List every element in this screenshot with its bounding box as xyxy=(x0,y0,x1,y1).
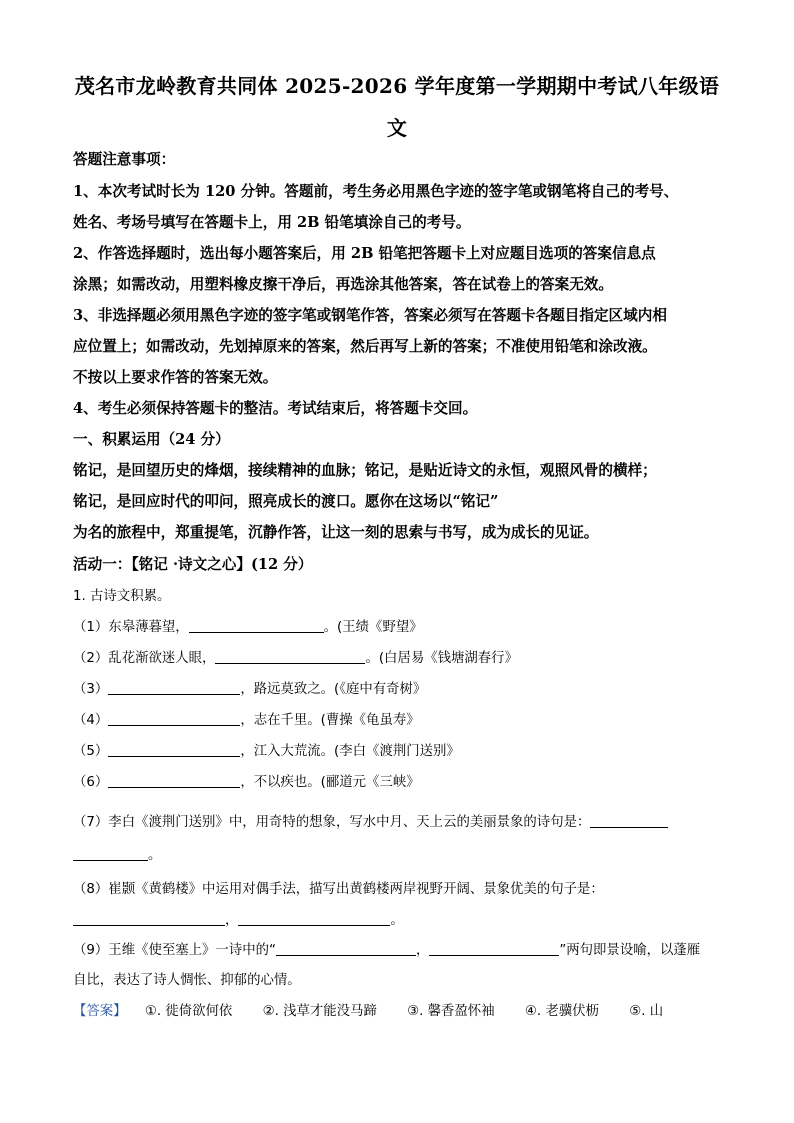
notice-line-2: 姓名、考场号填写在答题卡上，用 2B 铅笔填涂自己的考号。 xyxy=(73,214,471,231)
notice-line-3: 2、作答选择题时，选出每小题答案后，用 2B 铅笔把答题卡上对应题目选项的答案信息点 xyxy=(73,245,656,262)
question-1-item-1 xyxy=(73,618,733,638)
question-1-item-5 xyxy=(73,742,733,762)
item-prefix: （1）东皋薄暮望， xyxy=(73,620,189,635)
item-suffix: 。(王绩《野望》 xyxy=(323,620,423,635)
item-suffix: ，不以疾也。(郦道元《三峡》 xyxy=(240,775,420,790)
section-intro-1: 铭记，是回望历史的烽烟，接续精神的血脉；铭记，是贴近诗文的永恒，观照风骨的横样； xyxy=(73,462,657,479)
question-1-item-4 xyxy=(73,711,733,731)
item-prefix: （9）王维《使至塞上》一诗中的“ xyxy=(73,943,276,958)
answer-blank[interactable] xyxy=(108,680,240,695)
item-prefix: （3） xyxy=(73,682,109,697)
answer-item: ④. 老骥伏枥 xyxy=(524,1004,599,1019)
answer-item: ②. 浅草才能没马蹄 xyxy=(262,1004,377,1019)
question-1-item-8-cont xyxy=(73,911,733,931)
section-intro-3: 为名的旅程中，郑重提笔，沉静作答，让这一刻的思索与书写，成为成长的见证。 xyxy=(73,524,599,541)
item-suffix: 。 xyxy=(148,848,162,863)
answer-blank[interactable] xyxy=(108,742,240,757)
question-1-item-3 xyxy=(73,680,733,700)
question-1-item-7 xyxy=(73,813,733,833)
section-intro-2: 铭记，是回应时代的叩问，照亮成长的渡口。愿你在这场以“铭记” xyxy=(73,493,499,510)
answer-blank[interactable] xyxy=(590,813,668,828)
item-suffix: ，江入大荒流。(李白《渡荆门送别》 xyxy=(240,744,460,759)
item-mid: ， xyxy=(415,943,430,958)
question-1-item-9-cont: 自比，表达了诗人惆怅、抑郁的心情。 xyxy=(73,973,301,988)
answer-row xyxy=(73,1002,733,1022)
question-1-title: 1. 古诗文积累。 xyxy=(73,589,171,604)
answer-blank[interactable] xyxy=(215,649,365,664)
item-prefix: （5） xyxy=(73,744,109,759)
notice-line-8: 4、考生必须保持答题卡的整洁。考试结束后，将答题卡交回。 xyxy=(73,400,478,417)
item-suffix: 。(白居易《钱塘湖春行》 xyxy=(365,651,518,666)
exam-title-line-1: 茂名市龙岭教育共同体 2025-2026 学年度第一学期期中考试八年级语 xyxy=(74,74,720,98)
item-prefix: （4） xyxy=(73,713,109,728)
answer-item: ③. 馨香盈怀袖 xyxy=(407,1004,495,1019)
answer-blank[interactable] xyxy=(73,911,225,926)
item-prefix: （2）乱花渐欲迷人眼， xyxy=(73,651,216,666)
notice-line-4: 涂黑；如需改动，用塑料橡皮擦干净后，再选涂其他答案，答在试卷上的答案无效。 xyxy=(73,276,613,293)
answer-item: ⑤. 山 xyxy=(629,1004,664,1019)
question-1-item-8: （8）崔颢《黄鹤楼》中运用对偶手法，描写出黄鹤楼两岸视野开阔、景象优美的句子是： xyxy=(73,882,604,897)
item-suffix: ，志在千里。(曹操《龟虽寿》 xyxy=(240,713,420,728)
notice-line-5: 3、非选择题必须用黑色字迹的签字笔或钢笔作答，答案必须写在答题卡各题目指定区域内相 xyxy=(73,307,667,324)
question-1-item-2 xyxy=(73,649,733,669)
section-heading: 一、积累运用（24 分） xyxy=(73,431,230,448)
item-mid: ， xyxy=(225,913,239,928)
item-suffix: ”两句即景设喻，以蓬雁 xyxy=(559,943,701,958)
notice-heading: 答题注意事项： xyxy=(73,151,176,168)
answer-blank[interactable] xyxy=(108,773,240,788)
answer-label: 【答案】 xyxy=(73,1004,127,1019)
exam-title-line-2: 文 xyxy=(386,116,408,140)
answer-blank[interactable] xyxy=(429,941,559,956)
answer-blank[interactable] xyxy=(108,711,240,726)
item-suffix: ，路远莫致之。(《庭中有奇树》 xyxy=(240,682,427,697)
item-text: （7）李白《渡荆门送别》中，用奇特的想象，写水中月、天上云的美丽景象的诗句是： xyxy=(73,815,591,830)
item-prefix: （6） xyxy=(73,775,109,790)
answer-blank[interactable] xyxy=(276,941,416,956)
notice-line-7: 不按以上要求作答的答案无效。 xyxy=(73,369,278,386)
item-suffix: 。 xyxy=(390,913,404,928)
question-1-item-7-cont xyxy=(73,846,733,866)
activity-heading: 活动一：【铭记 ·诗文之心】(12 分） xyxy=(73,556,313,573)
notice-line-6: 应位置上；如需改动，先划掉原来的答案，然后再写上新的答案；不准使用铅笔和涂改液。 xyxy=(73,338,657,355)
answer-item: ①. 徙倚欲何依 xyxy=(144,1004,233,1019)
answer-blank[interactable] xyxy=(73,846,148,861)
notice-line-1: 1、本次考试时长为 120 分钟。答题前，考生务必用黑色字迹的签字笔或钢笔将自己的考号、 xyxy=(73,183,679,200)
answer-blank[interactable] xyxy=(189,618,324,633)
question-1-item-6 xyxy=(73,773,733,793)
question-1-item-9 xyxy=(73,941,733,961)
answer-blank[interactable] xyxy=(238,911,390,926)
